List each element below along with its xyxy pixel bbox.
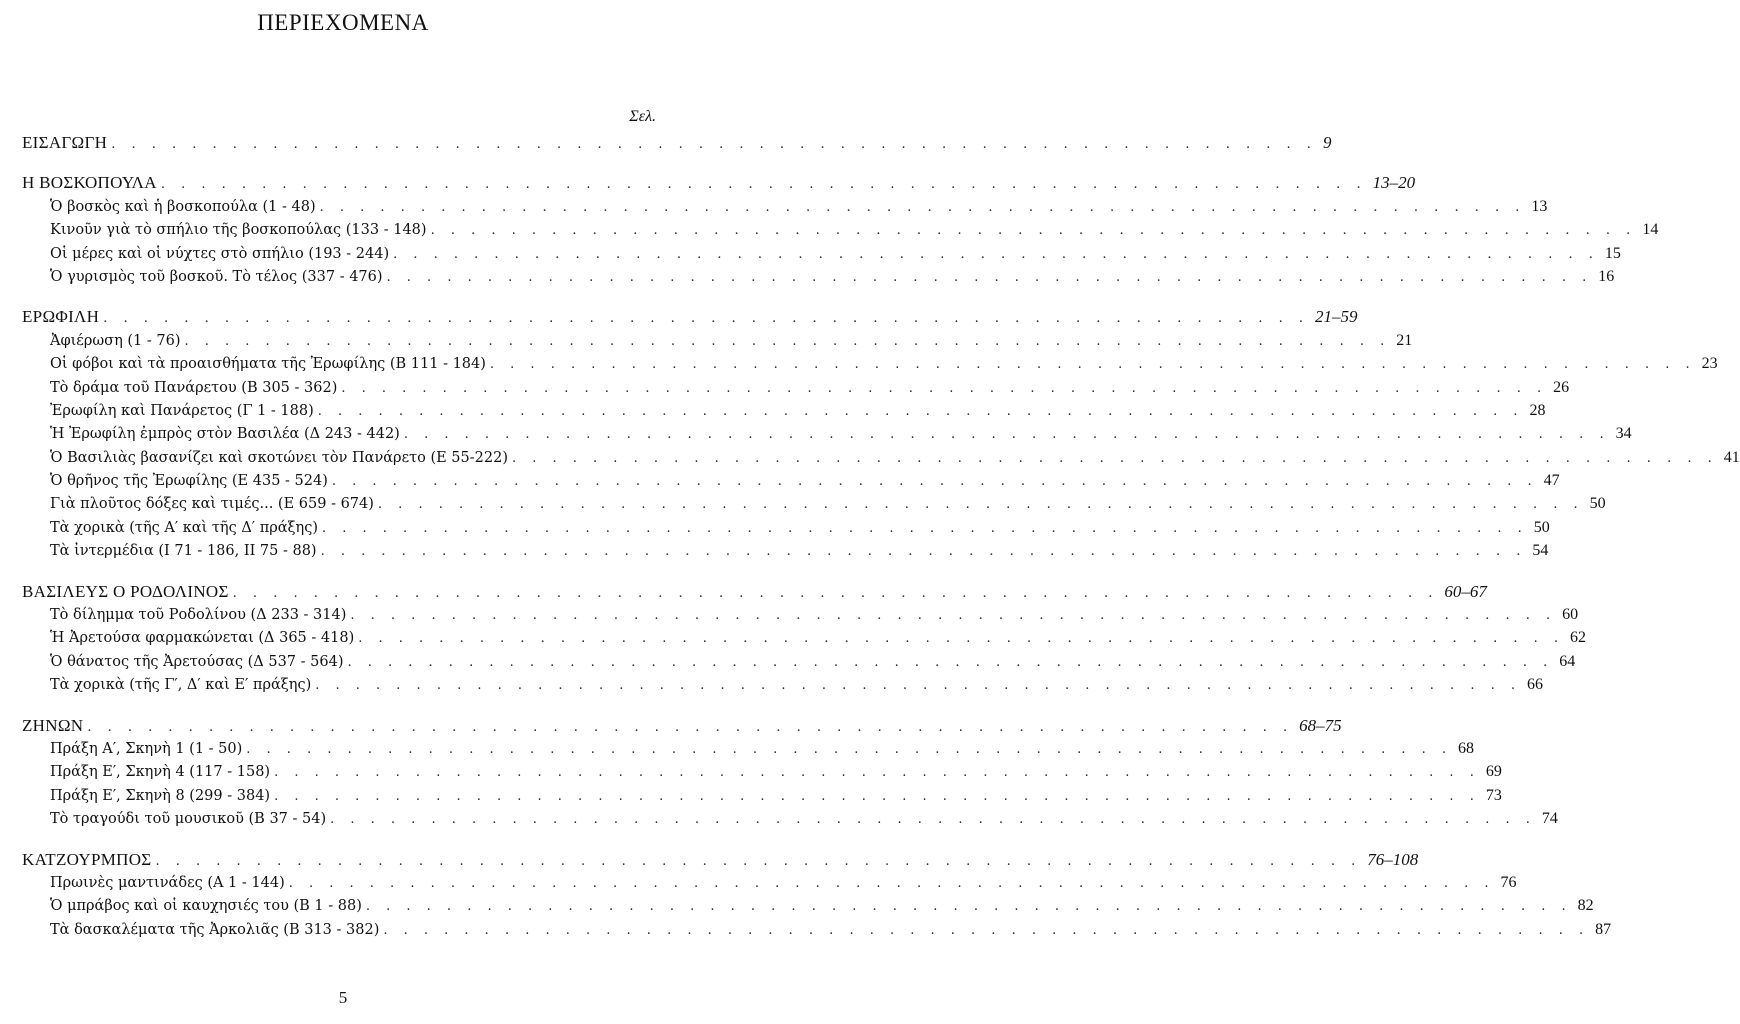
toc-section-heading-label: Η ΒΟΣΚΟΠΟΥΛΑ — [22, 173, 157, 193]
toc-entry-label: Τὸ δράμα τοῦ Πανάρετου (Β 305 - 362) — [50, 379, 338, 396]
toc-section-heading-page: 76–108 — [1367, 849, 1419, 869]
toc-entry-page: 21 — [1396, 331, 1413, 349]
toc-entry-page: 50 — [1533, 518, 1550, 536]
toc-section-heading-label: ΕΡΩΦΙΛΗ — [22, 307, 100, 327]
toc-entry-label: Τὰ ἰντερμέδια (Ι 71 - 186, ΙΙ 75 - 88) — [50, 543, 317, 560]
dot-leader: . . . . . . . . . . . . . . . . . . . . . . . . . . . . . . . . . . . . . . . . . . . . . . . . . . . . . . . . . . . . — [341, 380, 1548, 396]
toc-entry-label: Οἱ μέρες καὶ οἱ νύχτες στὸ σπήλιο (193 - 244) — [50, 245, 390, 262]
toc-entry-label: Ἐρωφίλη καὶ Πανάρετος (Γ 1 - 188) — [50, 402, 314, 419]
toc-entry-page: 54 — [1532, 542, 1549, 560]
page-title: ΠΕΡΙΕΧΟΜΕΝΑ — [257, 10, 429, 35]
toc-entry — [22, 195, 1548, 218]
dot-leader: . . . . . . . . . . . . . . . . . . . . . . . . . . . . . . . . . . . . . . . . . . . . . . . . . . . . . . . . . . . . — [288, 875, 1495, 891]
toc-entry — [22, 329, 1413, 352]
toc-section — [22, 714, 1558, 831]
toc-entry — [22, 539, 1549, 562]
toc-entry-page: 62 — [1570, 629, 1586, 647]
toc-entry-label: Ὁ θάνατος τῆς Ἀρετούσας (Δ 537 - 564) — [50, 653, 344, 670]
toc-entry-label: Ὁ βοσκὸς καὶ ἡ βοσκοπούλα (1 - 48) — [50, 198, 316, 215]
toc-entry-page: 74 — [1541, 810, 1558, 828]
toc-entry — [22, 469, 1560, 492]
dot-leader: . . . . . . . . . . . . . . . . . . . . . . . . . . . . . . . . . . . . . . . . . . . . . . . . . . . . . . . . . . . . — [319, 199, 1526, 215]
toc-entry — [22, 399, 1546, 422]
dot-leader: . . . . . . . . . . . . . . . . . . . . . . . . . . . . . . . . . . . . . . . . . . . . . . . . . . . . . . . . . . . . — [383, 922, 1590, 938]
toc-section-heading — [22, 305, 1358, 328]
toc-entry — [22, 603, 1579, 626]
toc-section-heading-label: ΖΗΝΩΝ — [22, 715, 84, 735]
toc-section — [22, 131, 1332, 154]
toc-entry-page: 82 — [1577, 897, 1594, 915]
toc-entry-label: Οἱ φόβοι καὶ τὰ προαισθήματα τῆς Ἐρωφίλης (Β 111 - 184) — [50, 356, 486, 373]
toc-entry-label: Τὸ δίλημμα τοῦ Ροδολίνου (Δ 233 - 314) — [50, 607, 347, 624]
toc-entry-page: 47 — [1543, 472, 1560, 490]
dot-leader: . . . . . . . . . . . . . . . . . . . . . . . . . . . . . . . . . . . . . . . . . . . . . . . . . . . . . . . . . . . . — [317, 403, 1524, 419]
toc-entry-page: 34 — [1615, 425, 1632, 443]
toc-entry-label: Τὰ δασκαλέματα τῆς Ἀρκολιᾶς (Β 313 - 382) — [50, 921, 380, 938]
dot-leader: . . . . . . . . . . . . . . . . . . . . . . . . . . . . . . . . . . . . . . . . . . . . . . . . . . . . . . . . . . . . — [331, 474, 1538, 490]
toc-entry — [22, 894, 1594, 917]
toc-entry — [22, 784, 1502, 807]
dot-leader: . . . . . . . . . . . . . . . . . . . . . . . . . . . . . . . . . . . . . . . . . . . . . . . . . . . . . . . . . . . . — [386, 269, 1593, 285]
toc-entry-label: Πρωινὲς μαντινάδες (Α 1 - 144) — [50, 874, 285, 891]
dot-leader: . . . . . . . . . . . . . . . . . . . . . . . . . . . . . . . . . . . . . . . . . . . . . . . . . . . . . . . . . . . . — [322, 520, 1528, 536]
toc-entry-page: 68 — [1458, 739, 1475, 757]
dot-leader: . . . . . . . . . . . . . . . . . . . . . . . . . . . . . . . . . . . . . . . . . . . . . . . . . . . . . . . . . . . . — [330, 812, 1536, 828]
dot-leader: . . . . . . . . . . . . . . . . . . . . . . . . . . . . . . . . . . . . . . . . . . . . . . . . . . . . . . . . . . . . — [403, 427, 1610, 443]
dot-leader: . . . . . . . . . . . . . . . . . . . . . . . . . . . . . . . . . . . . . . . . . . . . . . . . . . . . . . . . . . . . — [103, 311, 1310, 327]
toc-entry — [22, 807, 1558, 830]
dot-leader: . . . . . . . . . . . . . . . . . . . . . . . . . . . . . . . . . . . . . . . . . . . . . . . . . . . . . . . . . . . . — [347, 654, 1554, 670]
toc-section — [22, 305, 1740, 562]
dot-leader: . . . . . . . . . . . . . . . . . . . . . . . . . . . . . . . . . . . . . . . . . . . . . . . . . . . . . . . . . . . . — [274, 765, 1480, 781]
toc-entry — [22, 376, 1570, 399]
toc-entry — [22, 760, 1502, 783]
toc-section-heading — [22, 131, 1332, 154]
toc-entry-label: Ὁ μπράβος καὶ οἱ καυχησιές του (Β 1 - 88) — [50, 898, 362, 915]
dot-leader: . . . . . . . . . . . . . . . . . . . . . . . . . . . . . . . . . . . . . . . . . . . . . . . . . . . . . . . . . . . . — [430, 223, 1637, 239]
toc-entry-label: Κινοῦν γιὰ τὸ σπήλιο τῆς βοσκοπούλας (133 - 148) — [50, 222, 427, 239]
toc-entry-label: Γιὰ πλοῦτος δόξες καὶ τιμές... (Ε 659 - 674) — [50, 496, 374, 513]
toc-entry — [22, 446, 1740, 469]
toc-section-heading-page: 21–59 — [1315, 307, 1358, 327]
toc-entry — [22, 242, 1621, 265]
toc-entry-page: 50 — [1589, 495, 1606, 513]
toc-section-heading — [22, 848, 1419, 871]
toc-entry — [22, 516, 1550, 539]
dot-leader: . . . . . . . . . . . . . . . . . . . . . . . . . . . . . . . . . . . . . . . . . . . . . . . . . . . . . . . . . . . . — [87, 719, 1294, 735]
dot-leader: . . . . . . . . . . . . . . . . . . . . . . . . . . . . . . . . . . . . . . . . . . . . . . . . . . . . . . . . . . . . — [274, 788, 1480, 804]
toc-entry-page: 66 — [1526, 676, 1543, 694]
dot-leader: . . . . . . . . . . . . . . . . . . . . . . . . . . . . . . . . . . . . . . . . . . . . . . . . . . . . . . . . . . . . — [155, 853, 1362, 869]
toc-entry — [22, 626, 1586, 649]
toc-entry-label: Ὁ θρῆνος τῆς Ἐρωφίλης (Ε 435 - 524) — [50, 473, 328, 490]
dot-leader: . . . . . . . . . . . . . . . . . . . . . . . . . . . . . . . . . . . . . . . . . . . . . . . . . . . . . . . . . . . . — [489, 357, 1696, 373]
toc-entry — [22, 352, 1718, 375]
toc-entry-label: Πράξη Α′, Σκηνὴ 1 (1 - 50) — [50, 740, 243, 757]
dot-leader: . . . . . . . . . . . . . . . . . . . . . . . . . . . . . . . . . . . . . . . . . . . . . . . . . . . . . . . . . . . . — [184, 333, 1391, 349]
toc-entry-label: Τὸ τραγούδι τοῦ μουσικοῦ (Β 37 - 54) — [50, 811, 327, 828]
table-of-contents — [22, 131, 1740, 958]
toc-entry — [22, 218, 1659, 241]
toc-entry-page: 60 — [1562, 606, 1579, 624]
dot-leader: . . . . . . . . . . . . . . . . . . . . . . . . . . . . . . . . . . . . . . . . . . . . . . . . . . . . . . . . . . . . — [320, 544, 1527, 560]
dot-leader: . . . . . . . . . . . . . . . . . . . . . . . . . . . . . . . . . . . . . . . . . . . . . . . . . . . . . . . . . . . . — [358, 631, 1564, 647]
toc-section — [22, 171, 1659, 288]
page-column-label: Σελ. — [629, 108, 656, 125]
toc-entry-label: Ἡ Ἐρωφίλη ἐμπρὸς στὸν Βασιλέα (Δ 243 - 442) — [50, 426, 400, 443]
toc-entry-page: 87 — [1595, 920, 1612, 938]
toc-entry — [22, 737, 1475, 760]
toc-entry-page: 16 — [1598, 267, 1615, 285]
toc-entry-label: Ὁ Βασιλιὰς βασανίζει καὶ σκοτώνει τὸν Πανάρετο (Ε 55-222) — [50, 449, 508, 466]
toc-entry — [22, 650, 1576, 673]
toc-section — [22, 848, 1612, 942]
toc-entry — [22, 673, 1543, 696]
toc-entry-label: Τὰ χορικὰ (τῆς Γ′, Δ′ καὶ Ε′ πράξης) — [50, 677, 312, 694]
toc-entry — [22, 422, 1632, 445]
toc-section-heading-page: 60–67 — [1444, 581, 1487, 601]
toc-entry-page: 64 — [1559, 652, 1576, 670]
toc-entry — [22, 918, 1612, 941]
toc-entry-page: 76 — [1500, 873, 1517, 891]
dot-leader: . . . . . . . . . . . . . . . . . . . . . . . . . . . . . . . . . . . . . . . . . . . . . . . . . . . . . . . . . . . . — [315, 678, 1521, 694]
toc-entry-page: 26 — [1553, 378, 1570, 396]
toc-entry-page: 15 — [1604, 244, 1621, 262]
toc-section — [22, 580, 1586, 697]
toc-entry-label: Πράξη Ε′, Σκηνὴ 4 (117 - 158) — [50, 764, 271, 781]
toc-section-heading — [22, 714, 1342, 737]
toc-entry-page: 23 — [1701, 355, 1718, 373]
toc-section-heading-page: 9 — [1322, 133, 1332, 152]
toc-section-heading-page: 68–75 — [1299, 715, 1342, 735]
toc-section-heading-page: 13–20 — [1372, 173, 1416, 193]
toc-entry-page: 73 — [1485, 786, 1502, 804]
toc-entry-page: 14 — [1642, 221, 1659, 239]
toc-section-heading-label: ΕΙΣΑΓΩΓΗ — [22, 133, 108, 152]
toc-entry-label: Ἡ Ἀρετούσα φαρμακώνεται (Δ 365 - 418) — [50, 630, 355, 647]
dot-leader: . . . . . . . . . . . . . . . . . . . . . . . . . . . . . . . . . . . . . . . . . . . . . . . . . . . . . . . . . . . . — [377, 497, 1584, 513]
toc-entry-label: Ἀφιέρωση (1 - 76) — [50, 332, 181, 349]
toc-entry-page: 28 — [1529, 401, 1546, 419]
toc-entry-label: Πράξη Ε′, Σκηνὴ 8 (299 - 384) — [50, 787, 271, 804]
dot-leader: . . . . . . . . . . . . . . . . . . . . . . . . . . . . . . . . . . . . . . . . . . . . . . . . . . . . . . . . . . . . — [111, 137, 1317, 152]
toc-section-heading-label: ΚΑΤΖΟΥΡΜΠΟΣ — [22, 849, 152, 869]
dot-leader: . . . . . . . . . . . . . . . . . . . . . . . . . . . . . . . . . . . . . . . . . . . . . . . . . . . . . . . . . . . . — [232, 585, 1439, 601]
toc-entry — [22, 492, 1606, 515]
toc-entry-page: 69 — [1485, 763, 1502, 781]
toc-entry-page: 41 — [1723, 448, 1740, 466]
toc-section-heading — [22, 171, 1416, 194]
dot-leader: . . . . . . . . . . . . . . . . . . . . . . . . . . . . . . . . . . . . . . . . . . . . . . . . . . . . . . . . . . . . — [160, 177, 1367, 193]
toc-section-heading-label: ΒΑΣΙΛΕΥΣ Ο ΡΟΔΟΛΙΝΟΣ — [22, 581, 229, 601]
toc-entry-label: Τὰ χορικὰ (τῆς Α′ καὶ τῆς Δ′ πράξης) — [50, 519, 318, 536]
dot-leader: . . . . . . . . . . . . . . . . . . . . . . . . . . . . . . . . . . . . . . . . . . . . . . . . . . . . . . . . . . . . — [365, 899, 1572, 915]
dot-leader: . . . . . . . . . . . . . . . . . . . . . . . . . . . . . . . . . . . . . . . . . . . . . . . . . . . . . . . . . . . . — [246, 741, 1453, 757]
toc-section-heading — [22, 580, 1487, 603]
page-number: 5 — [338, 988, 348, 1007]
toc-entry-label: Ὁ γυρισμὸς τοῦ βοσκοῦ. Τὸ τέλος (337 - 476) — [50, 268, 383, 285]
toc-entry — [22, 265, 1615, 288]
dot-leader: . . . . . . . . . . . . . . . . . . . . . . . . . . . . . . . . . . . . . . . . . . . . . . . . . . . . . . . . . . . . — [350, 608, 1557, 624]
toc-entry — [22, 871, 1517, 894]
dot-leader: . . . . . . . . . . . . . . . . . . . . . . . . . . . . . . . . . . . . . . . . . . . . . . . . . . . . . . . . . . . . — [511, 450, 1718, 466]
toc-entry-page: 13 — [1531, 197, 1548, 215]
dot-leader: . . . . . . . . . . . . . . . . . . . . . . . . . . . . . . . . . . . . . . . . . . . . . . . . . . . . . . . . . . . . — [393, 246, 1599, 262]
